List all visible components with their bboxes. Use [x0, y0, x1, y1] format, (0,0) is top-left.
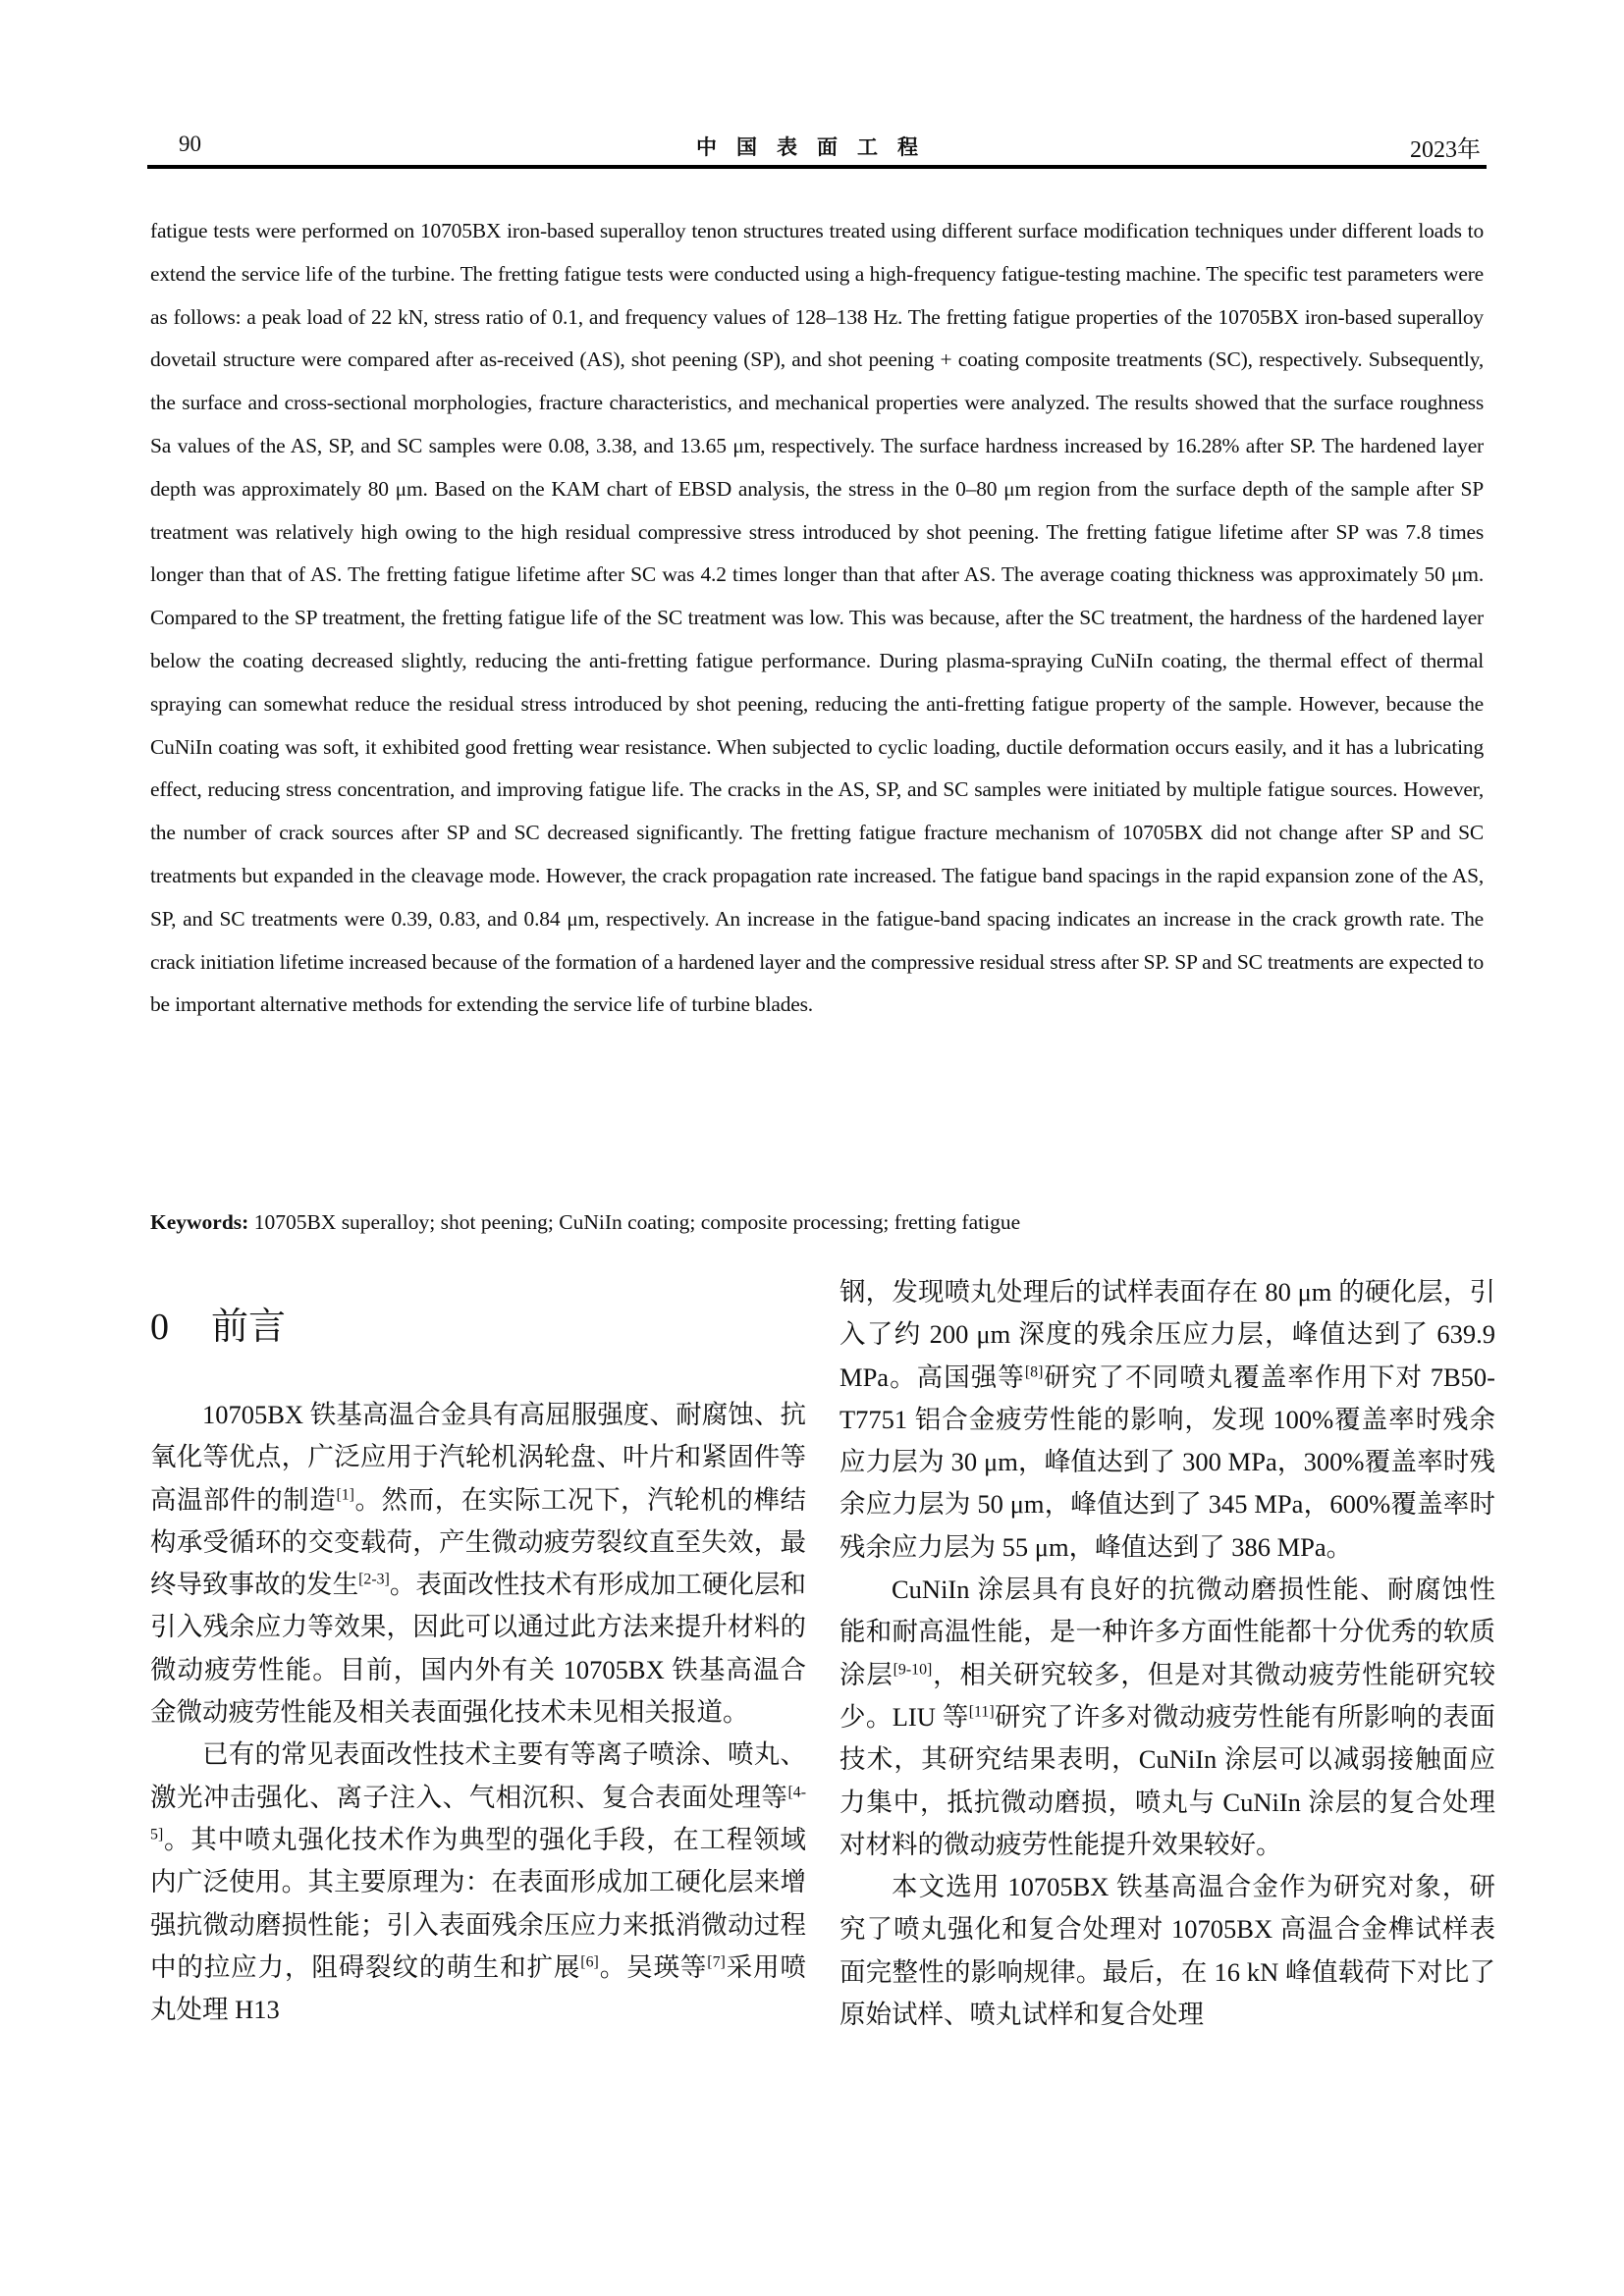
header-rule: [147, 165, 1487, 169]
paragraph: 本文选用 10705BX 铁基高温合金作为研究对象，研究了喷丸强化和复合处理对 10705BX 高温合金榫试样表面完整性的影响规律。最后，在 16 kN 峰值载荷下对比了原始试样、喷丸试样和复合处理: [839, 1872, 1495, 2030]
text-run: 。其中喷丸强化技术作为典型的强化手段，在工程领域内广泛使用。其主要原理为：在表面形成加工硬化层来增强抗微动磨损性能；引入表面残余压应力来抵消微动过程中的拉应力，阻碍裂纹的萌生和扩展: [150, 1824, 806, 1982]
text-run: CuNiIn 涂层具有良好的抗微动磨损性能、耐腐蚀性能和耐高温性能，是一种许多方面性能都十分优秀的软质涂层: [839, 1575, 1495, 1689]
paragraph: [839, 1271, 1495, 1569]
text-run: 研究了许多对微动疲劳性能有所影响的表面技术，其研究结果表明，CuNiIn 涂层可以减弱接触面应力集中，抵抗微动磨损，喷丸与 CuNiIn 涂层的复合处理对材料的微动疲劳性能提升效果较好。: [839, 1701, 1496, 1859]
page-number: 90: [179, 132, 201, 156]
text-run: 已有的常见表面改性技术主要有等离子喷涂、喷丸、激光冲击强化、离子注入、气相沉积、复合表面处理等: [150, 1739, 806, 1812]
text-run: 。然而，在实际工况下，汽轮机的榫结构承受循环的交变载荷，产生微动疲劳裂纹直至失效，最终导致事故的发生: [150, 1484, 807, 1600]
section-heading: [150, 1298, 286, 1357]
text-run: 研究了不同喷丸覆盖率作用下对 7B50-T7751 铝合金疲劳性能的影响，发现 100%覆盖率时残余应力层为 30 μm，峰值达到了 300 MPa，300%覆盖率时残余应力层为 50 μm，峰值达到了 345 MPa，600%覆盖率时残余应力层为 55 μm，峰值达到了 386 MPa。: [839, 1362, 1495, 1562]
publication-year: 2023年: [1410, 137, 1481, 163]
citation: [8]: [1024, 1363, 1044, 1381]
text-run: 10705BX 铁基高温合金具有高屈服强度、耐腐蚀、抗氧化等优点，广泛应用于汽轮机涡轮盘、叶片和紧固件等高温部件的制造: [150, 1400, 806, 1515]
text-run: 采用喷丸处理 H13: [150, 1951, 807, 2025]
citation: [4-5]: [150, 1784, 806, 1843]
text-run: 钢，发现喷丸处理后的试样表面存在 80 μm 的硬化层，引入了约 200 μm 深度的残余压应力层，峰值达到了 639.9 MPa。高国强等: [839, 1277, 1495, 1392]
citation: [6]: [580, 1953, 599, 1971]
text-run: ，相关研究较多，但是对其微动疲劳性能研究较少。LIU 等: [839, 1659, 1496, 1732]
citation: [2-3]: [358, 1571, 390, 1588]
citation: [7]: [707, 1953, 726, 1971]
paragraph: [150, 1394, 806, 1734]
text-run: 。表面改性技术有形成加工硬化层和引入残余应力等效果，因此可以通过此方法来提升材料的微动疲劳性能。目前，国内外有关 10705BX 铁基高温合金微动疲劳性能及相关表面强化技术未见相关报道。: [150, 1570, 807, 1728]
journal-name: 中国表面工程: [696, 135, 938, 159]
citation: [1]: [336, 1486, 354, 1504]
citation: [11]: [968, 1703, 995, 1721]
citation: [9-10]: [893, 1661, 933, 1679]
text-run: 。吴瑛等: [598, 1951, 708, 1982]
section-number: 0: [150, 1307, 169, 1348]
keywords-list: 10705BX superalloy; shot peening; CuNiIn coating; composite processing; fretting fatigue: [248, 1210, 1021, 1234]
paragraph: [839, 1569, 1495, 1866]
keywords-label: Keywords:: [150, 1210, 249, 1234]
running-header: [147, 126, 1487, 165]
keywords: [150, 1202, 1484, 1242]
abstract-body: fatigue tests were performed on 10705BX iron-based superalloy tenon structures treated using different surface modification techniques under different loads to extend the service life of the turbine. The fretting fatigue tests were conducted using a high-frequency fatigue-testing machine. The specific test parameters were as follows: a peak load of 22 kN, stress ratio of 0.1, and frequency values of 128–138 Hz. The fretting fatigue properties of the 10705BX iron-based superalloy dovetail structure were compared after as-received (AS), shot peening (SP), and shot peening + coating composite treatments (SC), respectively. Subsequently, the surface and cross-sectional morphologies, fracture characteristics, and mechanical properties were analyzed. The results showed that the surface roughness Sa values of the AS, SP, and SC samples were 0.08, 3.38, and 13.65 μm, respectively. The surface hardness increased by 16.28% after SP. The hardened layer depth was approximately 80 μm. Based on the KAM chart of EBSD analysis, the stress in the 0–80 μm region from the surface depth of the sample after SP treatment was relatively high owing to the high residual compressive stress introduced by shot peening. The fretting fatigue lifetime after SP was 7.8 times longer than that of AS. The fretting fatigue lifetime after SC was 4.2 times longer than that after AS. The average coating thickness was approximately 50 μm. Compared to the SP treatment, the fretting fatigue life of the SC treatment was low. This was because, after the SC treatment, the hardness of the hardened layer below the coating decreased slightly, reducing the anti-fretting fatigue performance. During plasma-spraying CuNiIn coating, the thermal effect of thermal spraying can somewhat reduce the residual stress introduced by shot peening, reducing the anti-fretting fatigue property of the sample. However, because the CuNiIn coating was soft, it exhibited good fretting wear resistance. When subjected to cyclic loading, ductile deformation occurs easily, and it has a lubricating effect, reducing stress concentration, and improving fatigue life. The cracks in the AS, SP, and SC samples were initiated by multiple fatigue sources. However, the number of crack sources after SP and SC decreased significantly. The fretting fatigue fracture mechanism of 10705BX did not change after SP and SC treatments but expanded in the cleavage mode. However, the crack propagation rate increased. The fatigue band spacings in the rapid expansion zone of the AS, SP, and SC treatments were 0.39, 0.83, and 0.84 μm, respectively. An increase in the fatigue-band spacing indicates an increase in the crack growth rate. The crack initiation lifetime increased because of the formation of a hardened layer and the compressive residual stress after SP. SP and SC treatments are expected to be important alternative methods for extending the service life of turbine blades.: [150, 219, 1484, 1017]
section-title: 前言: [211, 1307, 287, 1348]
left-column: [150, 1394, 806, 2031]
right-column: [839, 1271, 1495, 2036]
paragraph: [150, 1734, 806, 2031]
